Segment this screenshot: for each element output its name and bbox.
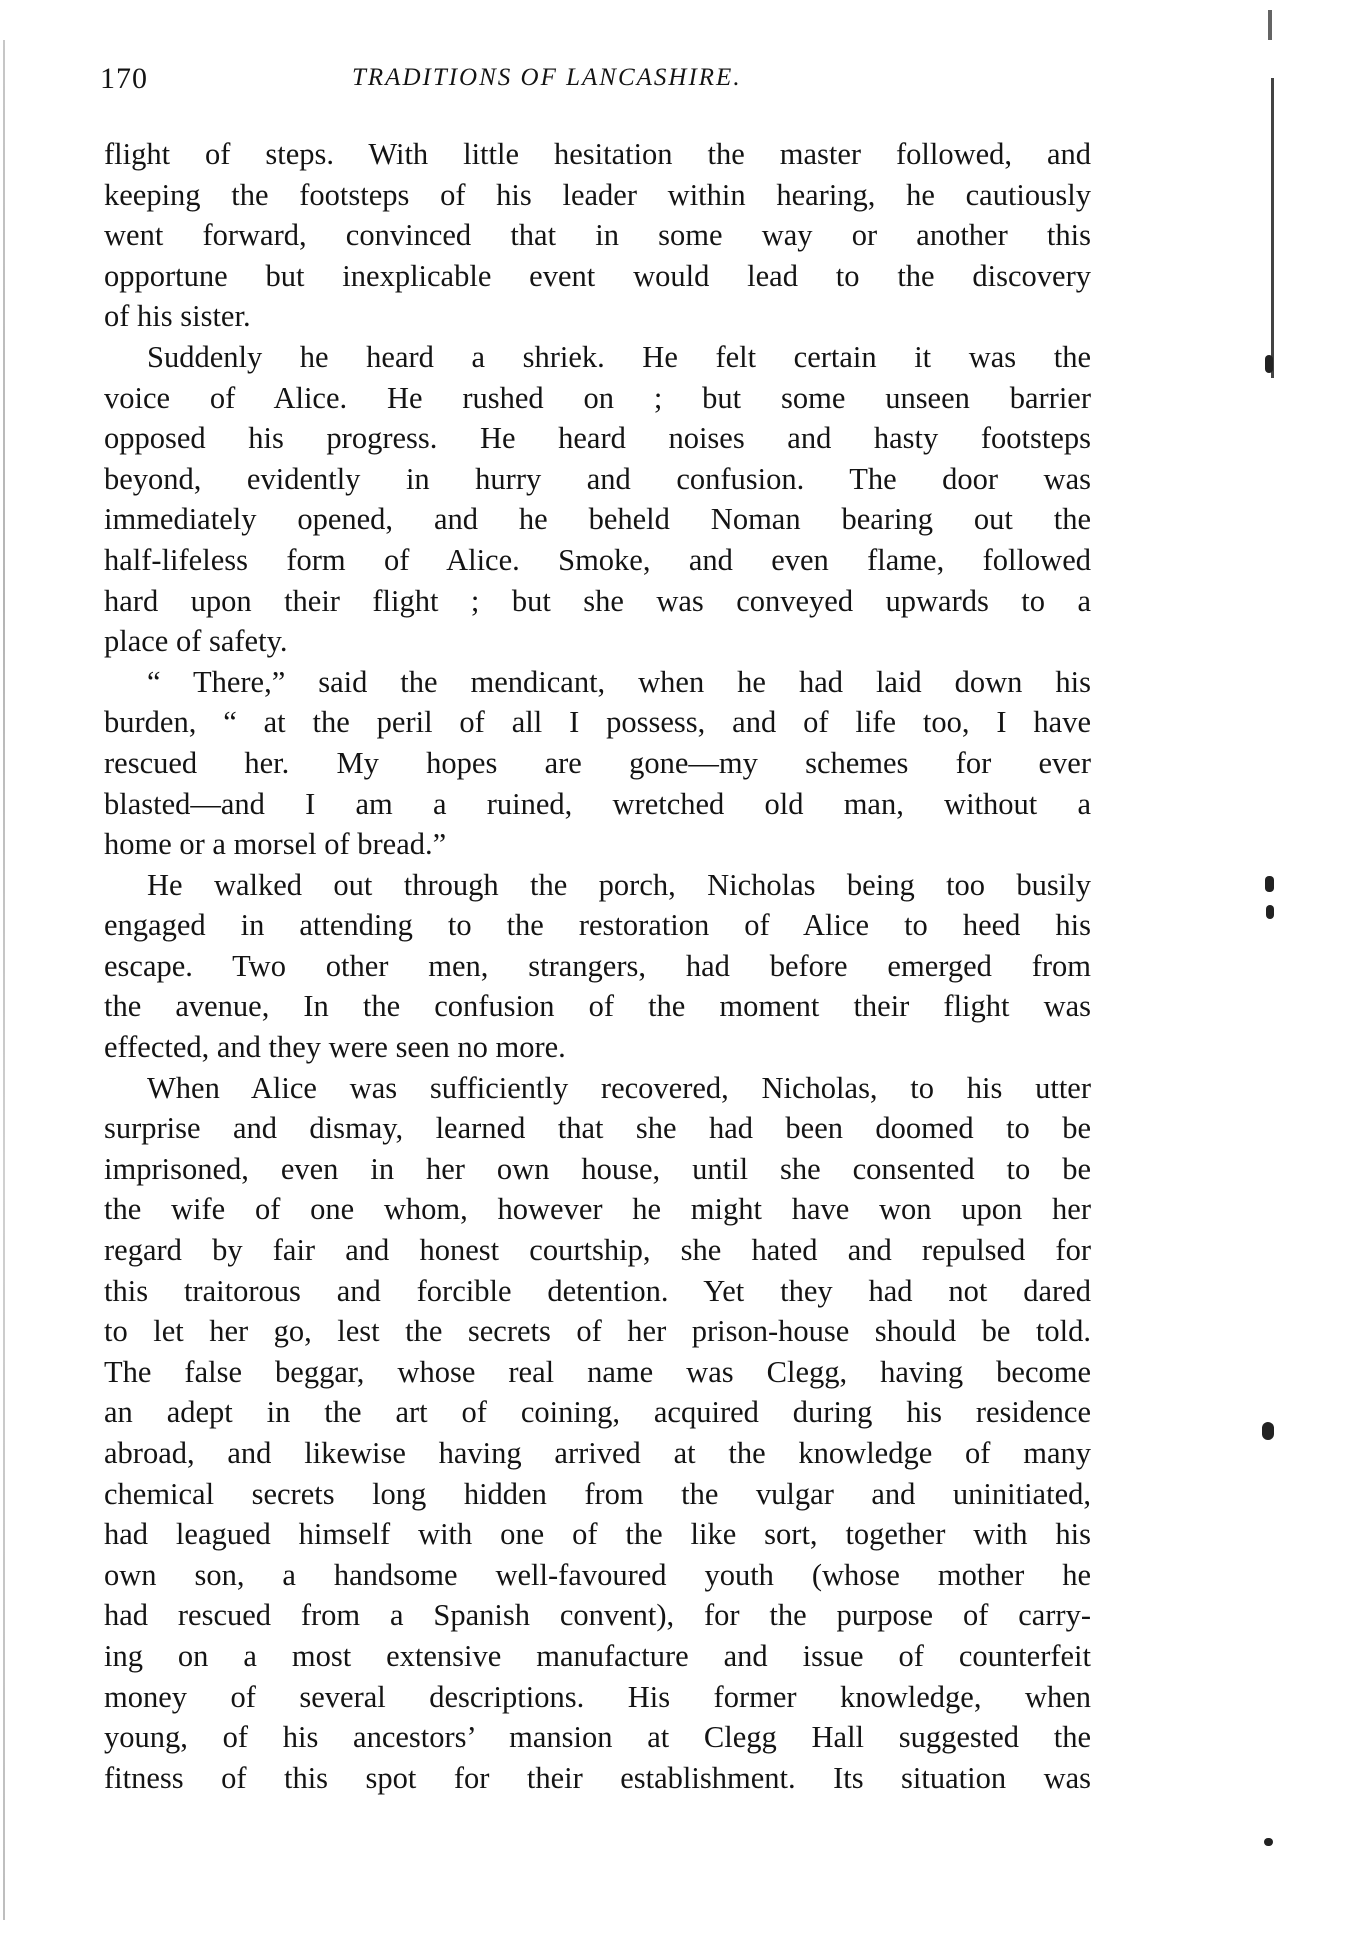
text-line: burden, “ at the peril of all I possess, and of life too, I have xyxy=(104,705,1091,740)
text-line: young, of his ancestors’ mansion at Clegg Hall suggested the xyxy=(104,1720,1091,1755)
show-through-mark xyxy=(1266,905,1274,919)
text-line: voice of Alice. He rushed on ; but some unseen barrier xyxy=(104,380,1091,415)
text-line: an adept in the art of coining, acquired during his residence xyxy=(104,1395,1091,1430)
text-line: own son, a handsome well-favoured youth (whose mother he xyxy=(104,1557,1091,1592)
text-line: had rescued from a Spanish convent), for the purpose of carry- xyxy=(104,1598,1091,1633)
text-line: fitness of this spot for their establishment. Its situation was xyxy=(104,1760,1091,1795)
text-line: surprise and dismay, learned that she had been doomed to be xyxy=(104,1111,1091,1146)
text-line: beyond, evidently in hurry and confusion. The door was xyxy=(104,461,1091,496)
text-line: the wife of one whom, however he might have won upon her xyxy=(104,1192,1091,1227)
show-through-mark xyxy=(1268,10,1272,40)
show-through-mark xyxy=(1265,355,1273,373)
text-line: regard by fair and honest courtship, she hated and repulsed for xyxy=(104,1233,1091,1268)
running-head xyxy=(100,58,1100,114)
text-line: went forward, convinced that in some way or another this xyxy=(104,218,1091,253)
text-line: ing on a most extensive manufacture and issue of counterfeit xyxy=(104,1638,1091,1673)
text-line: He walked out through the porch, Nicholas being too busily xyxy=(147,867,1091,902)
text-line: rescued her. My hopes are gone—my schemes for ever xyxy=(104,745,1091,780)
text-line: to let her go, lest the secrets of her prison-house should be told. xyxy=(104,1314,1091,1349)
text-line: blasted—and I am a ruined, wretched old man, without a xyxy=(104,786,1091,821)
page-number: 170 xyxy=(100,62,148,95)
body-text xyxy=(104,134,1091,1798)
text-line: When Alice was sufficiently recovered, Nicholas, to his utter xyxy=(147,1070,1091,1105)
text-line: of his sister. xyxy=(104,299,251,334)
text-line: the avenue, In the confusion of the moment their flight was xyxy=(104,989,1091,1024)
text-line: effected, and they were seen no more. xyxy=(104,1030,566,1065)
text-line: “ There,” said the mendicant, when he had laid down his xyxy=(147,664,1091,699)
text-line: opportune but inexplicable event would lead to the discovery xyxy=(104,258,1091,293)
text-line: chemical secrets long hidden from the vulgar and uninitiated, xyxy=(104,1476,1091,1511)
show-through-mark xyxy=(1271,78,1274,378)
show-through-mark xyxy=(1264,1838,1273,1846)
running-title: TRADITIONS OF LANCASHIRE. xyxy=(352,64,742,91)
show-through-mark xyxy=(1265,876,1274,892)
text-line: opposed his progress. He heard noises and hasty footsteps xyxy=(104,421,1091,456)
text-line: engaged in attending to the restoration of Alice to heed his xyxy=(104,908,1091,943)
text-line: half-lifeless form of Alice. Smoke, and even flame, followed xyxy=(104,542,1091,577)
text-line: keeping the footsteps of his leader within hearing, he cautiously xyxy=(104,177,1091,212)
text-line: escape. Two other men, strangers, had before emerged from xyxy=(104,948,1091,983)
show-through-mark xyxy=(1262,1422,1274,1440)
page-edge-shadow xyxy=(3,40,5,1920)
text-line: home or a morsel of bread.” xyxy=(104,827,447,862)
text-line: immediately opened, and he beheld Noman bearing out the xyxy=(104,502,1091,537)
text-line: Suddenly he heard a shriek. He felt certain it was the xyxy=(147,339,1091,374)
text-line: hard upon their flight ; but she was conveyed upwards to a xyxy=(104,583,1091,618)
text-line: flight of steps. With little hesitation the master followed, and xyxy=(104,137,1091,171)
text-line: The false beggar, whose real name was Clegg, having become xyxy=(104,1354,1091,1389)
text-line: money of several descriptions. His former knowledge, when xyxy=(104,1679,1091,1714)
text-line: had leagued himself with one of the like sort, together with his xyxy=(104,1517,1091,1552)
text-line: imprisoned, even in her own house, until she consented to be xyxy=(104,1151,1091,1186)
text-line: this traitorous and forcible detention. Yet they had not dared xyxy=(104,1273,1091,1308)
text-line: place of safety. xyxy=(104,624,288,659)
text-line: abroad, and likewise having arrived at the knowledge of many xyxy=(104,1436,1091,1470)
